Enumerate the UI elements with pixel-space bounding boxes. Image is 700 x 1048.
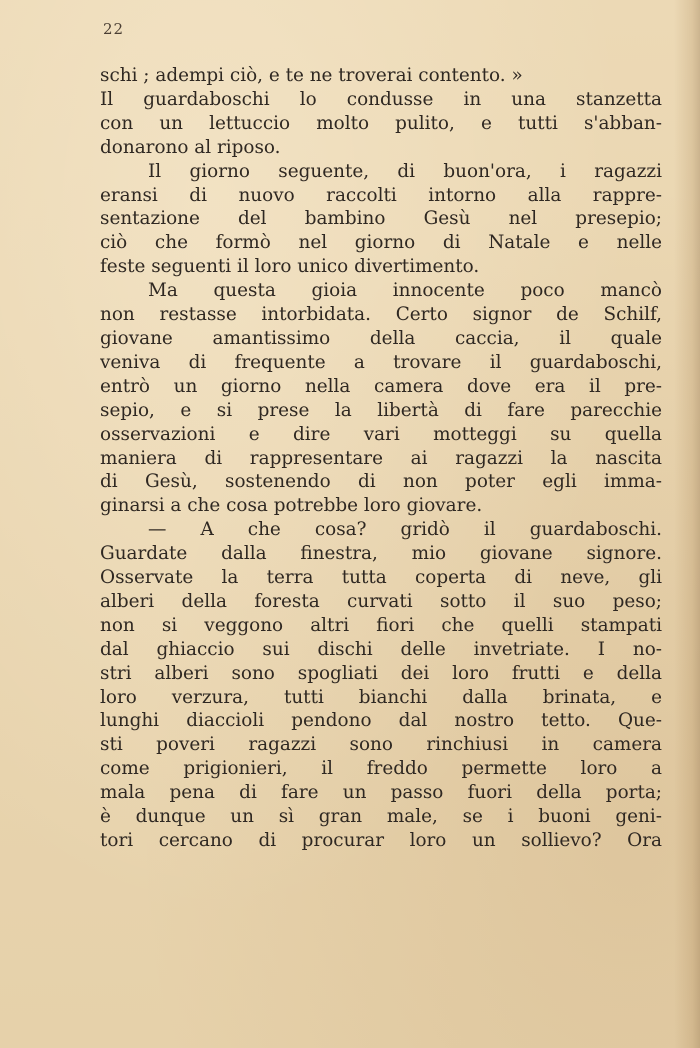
text-line: schi ; adempi ciò, e te ne troverai contento. » xyxy=(100,65,523,86)
text-line: lunghi diaccioli pendono dal nostro tetto. Que- xyxy=(100,710,662,732)
text-line: Il guardaboschi lo condusse in una stanzetta xyxy=(100,88,662,110)
text-line: entrò un giorno nella camera dove era il pre- xyxy=(100,375,662,397)
text-line: mala pena di fare un passo fuori della porta; xyxy=(100,782,662,804)
text-line: — A che cosa? gridò il guardaboschi. xyxy=(148,519,662,541)
text-line: stri alberi sono spogliati dei loro frutti e della xyxy=(100,662,662,684)
text-line: ginarsi a che cosa potrebbe loro giovare. xyxy=(100,495,483,517)
text-line: non si veggono altri fiori che quelli stampati xyxy=(100,614,662,636)
page-text-body xyxy=(100,64,662,853)
text-line: sti poveri ragazzi sono rinchiusi in camera xyxy=(100,734,662,756)
text-line: giovane amantissimo della caccia, il quale xyxy=(100,327,662,349)
text-line: non restasse intorbidata. Certo signor de Schilf, xyxy=(100,304,662,326)
text-line: donarono al riposo. xyxy=(100,136,281,158)
text-line: alberi della foresta curvati sotto il suo peso; xyxy=(100,590,662,612)
text-line: maniera di rappresentare ai ragazzi la nascita xyxy=(100,447,662,469)
text-line: Guardate dalla finestra, mio giovane signore. xyxy=(100,543,662,565)
text-line: con un lettuccio molto pulito, e tutti s'abban- xyxy=(100,112,662,134)
text-line: Ma questa gioia innocente poco mancò xyxy=(148,280,662,302)
page-number: 22 xyxy=(103,20,125,38)
text-line: osservazioni e dire vari motteggi su quella xyxy=(100,423,662,445)
text-line: Il giorno seguente, di buon'ora, i ragazzi xyxy=(148,160,662,182)
text-line: come prigionieri, il freddo permette loro a xyxy=(100,758,662,780)
text-line: eransi di nuovo raccolti intorno alla rappre- xyxy=(100,184,662,206)
page-edge-stain xyxy=(674,0,700,1048)
text-line: dal ghiaccio sui dischi delle invetriate. I no- xyxy=(100,638,662,660)
text-line: sentazione del bambino Gesù nel presepio; xyxy=(100,208,662,230)
text-line: sepio, e si prese la libertà di fare parecchie xyxy=(100,399,662,421)
text-line: veniva di frequente a trovare il guardaboschi, xyxy=(100,351,662,373)
text-line: ciò che formò nel giorno di Natale e nelle xyxy=(100,232,662,254)
text-line: feste seguenti il loro unico divertimento. xyxy=(100,256,480,278)
text-line: di Gesù, sostenendo di non poter egli imma- xyxy=(100,471,662,493)
text-line: Osservate la terra tutta coperta di neve, gli xyxy=(100,567,662,589)
text-line: loro verzura, tutti bianchi dalla brinata, e xyxy=(100,686,662,708)
text-line: tori cercano di procurar loro un sollievo? Ora xyxy=(100,830,662,851)
text-line: è dunque un sì gran male, se i buoni geni- xyxy=(100,806,662,828)
